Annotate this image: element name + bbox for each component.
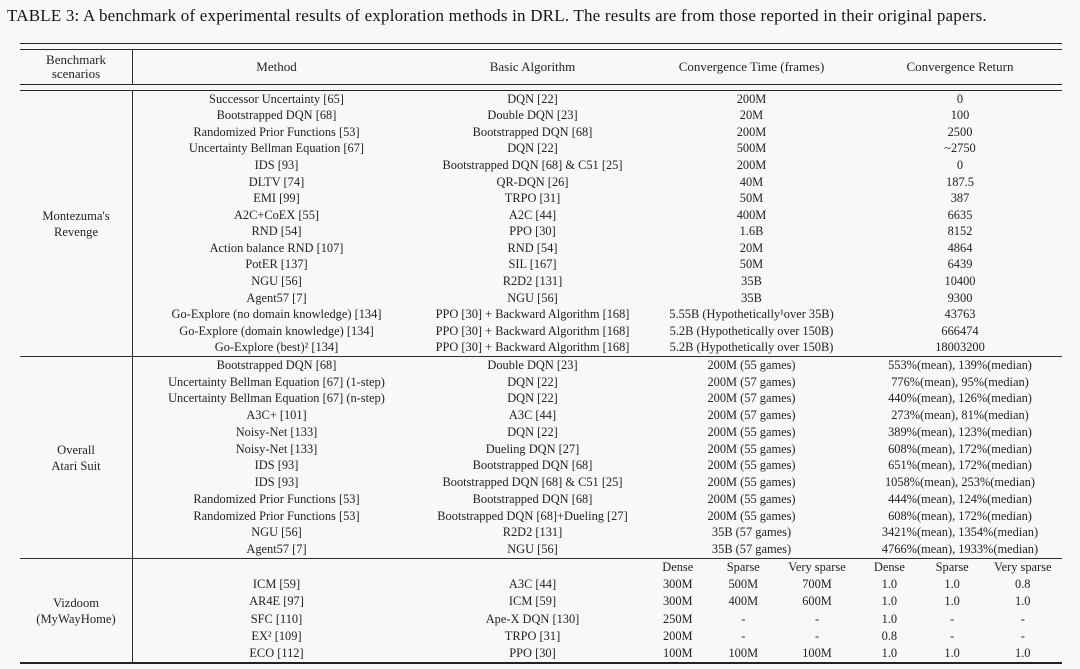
time-cell: 5.55B (Hypothetically¹over 35B): [669, 307, 834, 322]
algorithm-cell: Bootstrapped DQN [68]+Dueling [27]: [437, 508, 628, 523]
algorithm-cell: DQN [22]: [507, 391, 558, 406]
return-cell: 10400: [944, 273, 976, 288]
table-row: [133, 491, 1062, 508]
return-cell-sub: 0.8: [881, 628, 898, 643]
method-cell: ICM [59]: [252, 577, 301, 592]
return-cell: 18003200: [935, 340, 985, 355]
table-row: [133, 224, 1062, 241]
table-row: [133, 391, 1062, 408]
time-cell: 5.2B (Hypothetically over 150B): [669, 323, 834, 338]
time-cell-sub: 100M: [662, 645, 693, 660]
time-cell-sub: 100M: [802, 645, 832, 660]
return-cell: 6439: [947, 257, 973, 272]
return-cell: 4766%(mean), 1933%(median): [881, 542, 1039, 557]
table-row: [133, 207, 1062, 224]
method-cell: Uncertainty Bellman Equation [67] (n-step): [168, 391, 385, 406]
algorithm-cell: Bootstrapped DQN [68]: [472, 458, 593, 473]
table-row: [133, 508, 1062, 525]
table-row: [133, 290, 1062, 307]
return-cell-sub: 1.0: [944, 594, 960, 609]
return-cell-sub: 0.8: [1015, 577, 1031, 592]
method-cell: Randomized Prior Functions [53]: [193, 508, 360, 523]
return-cell: [858, 629, 1062, 644]
method-cell: Agent57 [7]: [246, 290, 307, 305]
time-cell-sub: -: [741, 611, 746, 626]
table-row: [133, 541, 1062, 558]
algorithm-cell: Ape-X DQN [130]: [485, 611, 580, 626]
time-cell-sub: -: [741, 628, 746, 643]
table-row: [133, 257, 1062, 274]
time-cell-sub: 600M: [802, 594, 832, 609]
return-subheader-sub: Very sparse: [994, 560, 1052, 575]
return-cell-sub: 1.0: [881, 594, 898, 609]
method-cell: DLTV [74]: [248, 174, 305, 189]
table-row: [133, 628, 1062, 645]
return-cell: [858, 577, 1062, 592]
table-row: [133, 576, 1062, 593]
return-cell-sub: 1.0: [944, 577, 960, 592]
time-subheader-sub: Sparse: [726, 560, 760, 575]
table-row: [133, 174, 1062, 191]
method-cell: IDS [93]: [254, 458, 299, 473]
algorithm-cell: R2D2 [131]: [502, 525, 563, 540]
method-cell: NGU [56]: [251, 273, 302, 288]
return-cell-sub: 1.0: [881, 645, 898, 660]
table-row: [133, 645, 1062, 662]
method-cell: Agent57 [7]: [246, 542, 307, 557]
time-cell: 5.2B (Hypothetically over 150B): [669, 340, 834, 355]
return-cell: 8152: [947, 224, 973, 239]
time-subheader-sub: Very sparse: [788, 560, 846, 575]
return-cell-sub: -: [950, 611, 955, 626]
return-cell: 2500: [947, 124, 973, 139]
method-cell: A3C+ [101]: [246, 408, 307, 423]
time-cell-sub: 300M: [662, 577, 693, 592]
table-bottom-rule: [20, 662, 1062, 669]
method-cell: RND [54]: [251, 224, 302, 239]
section-rows: [133, 91, 1062, 356]
scenario-label: [20, 357, 133, 558]
method-cell: Successor Uncertainty [65]: [209, 91, 344, 106]
method-cell: A2C+CoEX [55]: [233, 207, 320, 222]
table-row: [133, 525, 1062, 542]
return-cell: 440%(mean), 126%(median): [888, 391, 1032, 406]
return-cell: 43763: [944, 307, 976, 322]
return-cell: 608%(mean), 172%(median): [888, 508, 1032, 523]
header-benchmark-scenarios: Benchmark scenarios: [20, 50, 133, 84]
return-cell-sub: 1.0: [881, 577, 898, 592]
method-cell: Go-Explore (best)² [134]: [214, 340, 339, 355]
method-cell: Bootstrapped DQN [68]: [216, 357, 337, 372]
method-cell: EMI [99]: [253, 191, 300, 206]
time-cell: 200M (57 games): [707, 391, 796, 406]
return-cell: 273%(mean), 81%(median): [891, 408, 1029, 423]
header-basic-algorithm: Basic Algorithm: [489, 58, 576, 74]
return-subheader-sub: Dense: [873, 560, 905, 575]
table-top-rule: [20, 43, 1062, 50]
method-cell: Go-Explore (domain knowledge) [134]: [179, 323, 374, 338]
return-cell: 187.5: [946, 174, 974, 189]
time-cell: 200M (55 games): [707, 508, 796, 523]
algorithm-cell: DQN [22]: [507, 424, 558, 439]
return-cell: [858, 646, 1062, 661]
return-cell-sub: 1.0: [1015, 594, 1031, 609]
sub-header-row: [133, 559, 1062, 576]
return-cell-sub: -: [950, 628, 955, 643]
algorithm-cell: A3C [44]: [508, 577, 557, 592]
table-section: [20, 558, 1062, 662]
time-cell-sub: 500M: [728, 577, 759, 592]
time-cell: [645, 629, 858, 644]
algorithm-cell: PPO [30]: [509, 224, 556, 239]
method-cell: Go-Explore (no domain knowledge) [134]: [171, 307, 382, 322]
algorithm-cell: NGU [56]: [507, 542, 558, 557]
time-cell: [645, 577, 858, 592]
benchmark-table: [20, 43, 1062, 669]
scenario-line: Vizdoom: [52, 595, 100, 610]
algorithm-cell: Dueling DQN [27]: [485, 441, 580, 456]
method-cell: SFC [110]: [250, 611, 303, 626]
section-rows: [133, 357, 1062, 558]
table-row: [133, 240, 1062, 257]
time-cell-sub: 300M: [662, 594, 693, 609]
time-cell: 200M (55 games): [707, 424, 796, 439]
return-cell: [858, 612, 1062, 627]
return-cell: 666474: [941, 323, 979, 338]
table-row: [133, 407, 1062, 424]
algorithm-cell: SIL [167]: [508, 257, 557, 272]
time-cell: [645, 646, 858, 661]
return-cell: 4864: [947, 240, 973, 255]
time-cell: 200M (55 games): [707, 475, 796, 490]
return-cell: 776%(mean), 95%(median): [891, 374, 1029, 389]
return-subheader: [858, 560, 1062, 575]
return-cell: 6635: [947, 207, 973, 222]
return-cell-sub: 1.0: [881, 611, 898, 626]
method-cell: Noisy-Net [133]: [235, 441, 318, 456]
algorithm-cell: R2D2 [131]: [502, 273, 563, 288]
table-row: [133, 91, 1062, 108]
algorithm-cell: Bootstrapped DQN [68]: [472, 124, 593, 139]
time-subheader-sub: Dense: [662, 560, 694, 575]
time-cell: 35B: [741, 290, 762, 305]
time-cell: 400M: [736, 207, 767, 222]
section-rows: [133, 559, 1062, 662]
time-cell: 200M (57 games): [707, 408, 796, 423]
header-convergence-return: Convergence Return: [906, 58, 1014, 74]
algorithm-cell: PPO [30]: [509, 645, 556, 660]
return-cell: 9300: [947, 290, 973, 305]
method-cell: Noisy-Net [133]: [235, 424, 318, 439]
algorithm-cell: QR-DQN [26]: [496, 174, 569, 189]
return-cell: 3421%(mean), 1354%(median): [881, 525, 1039, 540]
table-row: [133, 323, 1062, 340]
method-cell: IDS [93]: [254, 475, 299, 490]
time-cell-sub: -: [814, 628, 820, 643]
return-cell-sub: -: [1020, 628, 1025, 643]
time-cell: 200M (55 games): [707, 491, 796, 506]
table-caption: TABLE 3: A benchmark of experimental results of exploration methods in DRL. The results are from those reported in their original papers.: [7, 6, 987, 25]
return-cell-sub: 1.0: [944, 645, 960, 660]
time-cell: 35B (57 games): [711, 525, 792, 540]
table-row: [133, 108, 1062, 125]
table-row: [133, 474, 1062, 491]
method-cell: EX² [109]: [251, 628, 302, 643]
method-cell: NGU [56]: [251, 525, 302, 540]
scenario-line: Atari Suit: [51, 458, 101, 473]
return-subheader-sub: Sparse: [935, 560, 969, 575]
table-section: [20, 91, 1062, 356]
time-cell: 1.6B: [739, 224, 764, 239]
return-cell: 0: [956, 158, 964, 173]
algorithm-cell: DQN [22]: [507, 91, 558, 106]
algorithm-cell: A2C [44]: [508, 207, 557, 222]
return-cell: [858, 594, 1062, 609]
algorithm-cell: Double DQN [23]: [487, 108, 578, 123]
table-row: [133, 458, 1062, 475]
method-cell: Randomized Prior Functions [53]: [193, 124, 360, 139]
table-row: [133, 593, 1062, 610]
table-row: [133, 357, 1062, 374]
method-cell: Action balance RND [107]: [209, 240, 344, 255]
time-cell: 200M: [736, 124, 767, 139]
return-cell: 100: [950, 108, 970, 123]
return-cell-sub: 1.0: [1015, 645, 1031, 660]
algorithm-cell: A3C [44]: [508, 408, 557, 423]
table-row: [133, 124, 1062, 141]
time-cell-sub: 100M: [728, 645, 759, 660]
header-bottom-rule: [20, 84, 1062, 91]
scenario-line: (MyWayHome): [36, 611, 116, 626]
time-cell-sub: 700M: [802, 577, 832, 592]
scenario-line: Montezuma's: [42, 208, 110, 223]
time-cell: [645, 612, 858, 627]
algorithm-cell: DQN [22]: [507, 141, 558, 156]
time-cell-sub: 200M: [662, 628, 693, 643]
method-cell: Uncertainty Bellman Equation [67]: [188, 141, 365, 156]
time-cell: 200M (57 games): [707, 374, 796, 389]
time-cell: 20M: [739, 108, 764, 123]
table-section: [20, 356, 1062, 558]
table-row: [133, 273, 1062, 290]
algorithm-cell: Bootstrapped DQN [68] & C51 [25]: [442, 158, 623, 173]
algorithm-cell: RND [54]: [507, 240, 558, 255]
algorithm-cell: PPO [30] + Backward Algorithm [168]: [435, 307, 630, 322]
method-cell: Bootstrapped DQN [68]: [216, 108, 337, 123]
return-cell: 651%(mean), 172%(median): [888, 458, 1032, 473]
return-cell: 608%(mean), 172%(median): [888, 441, 1032, 456]
time-cell-sub: 250M: [662, 611, 693, 626]
algorithm-cell: PPO [30] + Backward Algorithm [168]: [435, 340, 630, 355]
return-cell: 389%(mean), 123%(median): [888, 424, 1032, 439]
algorithm-cell: Bootstrapped DQN [68] & C51 [25]: [442, 475, 623, 490]
algorithm-cell: Double DQN [23]: [487, 357, 578, 372]
method-cell: AR4E [97]: [249, 594, 304, 609]
algorithm-cell: TRPO [31]: [504, 628, 561, 643]
method-cell: Uncertainty Bellman Equation [67] (1-step): [168, 374, 385, 389]
time-cell: 500M: [736, 141, 767, 156]
table-header-row: [20, 50, 1062, 84]
scenario-line: Overall: [57, 442, 95, 457]
return-cell: 444%(mean), 124%(median): [888, 491, 1032, 506]
time-cell: 35B (57 games): [711, 542, 792, 557]
return-cell: ~2750: [944, 141, 976, 156]
table-row: [133, 141, 1062, 158]
header-method: Method: [256, 58, 297, 74]
header-convergence-time: Convergence Time (frames): [678, 58, 825, 74]
time-cell: 50M: [739, 257, 764, 272]
return-cell: 387: [950, 191, 970, 206]
time-cell: 50M: [739, 191, 764, 206]
scenario-label: [20, 559, 133, 662]
algorithm-cell: ICM [59]: [508, 594, 557, 609]
time-cell: 200M: [736, 158, 767, 173]
time-cell: 40M: [739, 174, 764, 189]
algorithm-cell: PPO [30] + Backward Algorithm [168]: [435, 323, 630, 338]
table-row: [133, 441, 1062, 458]
time-cell: 200M (55 games): [707, 441, 796, 456]
time-subheader: [645, 560, 858, 575]
time-cell: 20M: [739, 240, 764, 255]
table-row: [133, 424, 1062, 441]
method-cell: ECO [112]: [249, 645, 304, 660]
table-row: [133, 611, 1062, 628]
table-row: [133, 339, 1062, 356]
scenario-line: Revenge: [53, 224, 99, 239]
time-cell: 35B: [741, 273, 762, 288]
return-cell: 0: [956, 91, 964, 106]
method-cell: PotER [137]: [245, 257, 308, 272]
table-row: [133, 374, 1062, 391]
method-cell: IDS [93]: [254, 158, 299, 173]
algorithm-cell: TRPO [31]: [504, 191, 561, 206]
algorithm-cell: DQN [22]: [507, 374, 558, 389]
return-cell-sub: -: [1020, 611, 1025, 626]
table-row: [133, 306, 1062, 323]
time-cell: 200M (55 games): [707, 357, 796, 372]
time-cell: 200M (55 games): [707, 458, 796, 473]
scenario-label: [20, 91, 133, 356]
time-cell: [645, 594, 858, 609]
algorithm-cell: NGU [56]: [507, 290, 558, 305]
return-cell: 1058%(mean), 253%(median): [884, 475, 1035, 490]
table-row: [133, 157, 1062, 174]
time-cell-sub: 400M: [728, 594, 759, 609]
table-body: [20, 91, 1062, 662]
time-cell-sub: -: [814, 611, 820, 626]
return-cell: 553%(mean), 139%(median): [888, 357, 1032, 372]
method-cell: Randomized Prior Functions [53]: [193, 491, 360, 506]
time-cell: 200M: [736, 91, 767, 106]
algorithm-cell: Bootstrapped DQN [68]: [472, 491, 593, 506]
table-row: [133, 190, 1062, 207]
